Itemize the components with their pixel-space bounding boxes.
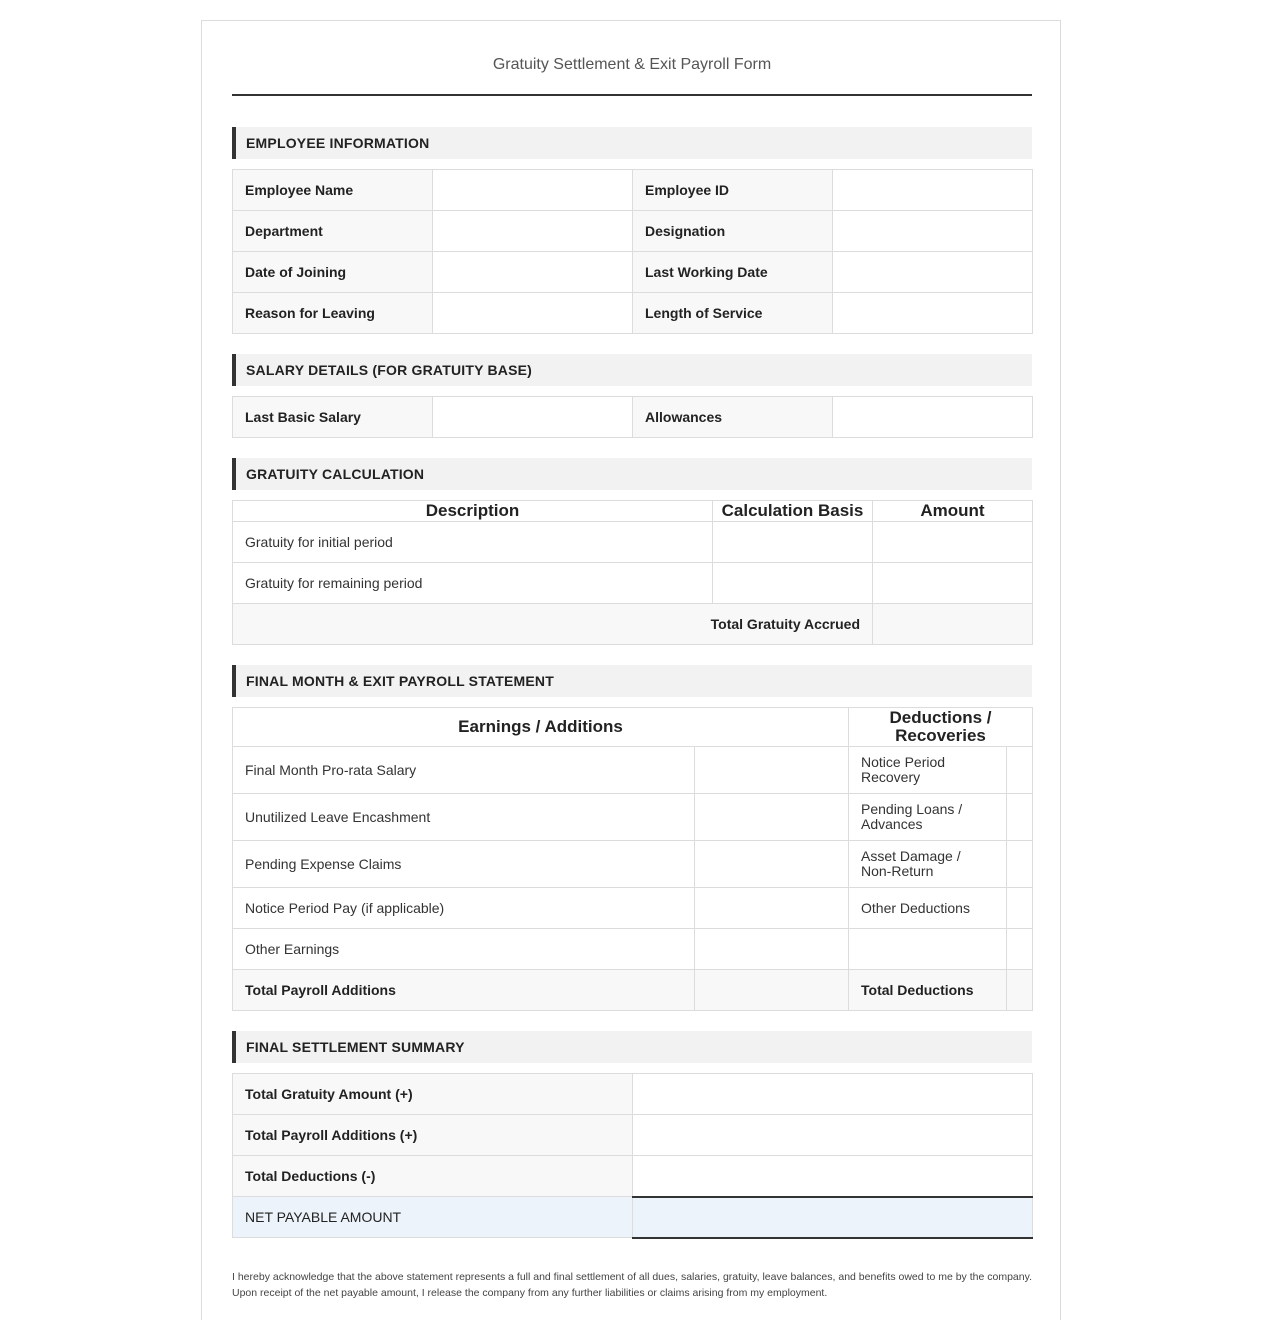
date-of-joining-field[interactable]: [433, 252, 633, 293]
section-gratuity-calculation: GRATUITY CALCULATION: [232, 458, 1032, 490]
table-row: [233, 522, 1033, 563]
total-payroll-additions-label: Total Payroll Additions: [233, 970, 695, 1011]
last-basic-salary-field[interactable]: [433, 397, 633, 438]
table-row: [233, 929, 1033, 970]
settlement-summary-table: [232, 1073, 1033, 1239]
gratuity-row-basis-field[interactable]: [713, 563, 873, 604]
deduction-amount-field[interactable]: [1007, 794, 1033, 841]
employee-id-field[interactable]: [833, 170, 1033, 211]
reason-for-leaving-field[interactable]: [433, 293, 633, 334]
employee-name-field[interactable]: [433, 170, 633, 211]
table-row: [233, 1074, 1033, 1115]
table-row: [233, 970, 1033, 1011]
total-deductions-field[interactable]: [1007, 970, 1033, 1011]
page-title: Gratuity Settlement & Exit Payroll Form: [492, 56, 772, 73]
last-working-date-label: Last Working Date: [633, 252, 833, 293]
earning-amount-field[interactable]: [695, 794, 849, 841]
total-payroll-additions-field[interactable]: [695, 970, 849, 1011]
table-row: [233, 1115, 1033, 1156]
length-of-service-label: Length of Service: [633, 293, 833, 334]
summary-payroll-additions-label: Total Payroll Additions (+): [233, 1115, 633, 1156]
gratuity-row-basis-field[interactable]: [713, 522, 873, 563]
table-row: [233, 888, 1033, 929]
deduction-label: Pending Loans / Advances: [849, 794, 1007, 841]
net-payable-row: [233, 1197, 1033, 1238]
table-row: [233, 841, 1033, 888]
table-header-row: [233, 708, 1033, 747]
table-row: [233, 794, 1033, 841]
table-row: [233, 211, 1033, 252]
designation-label: Designation: [633, 211, 833, 252]
deduction-label: Notice Period Recovery: [849, 747, 1007, 794]
deduction-amount-field[interactable]: [1007, 747, 1033, 794]
exit-payroll-table: [232, 707, 1033, 1011]
table-row: [233, 604, 1033, 645]
earning-label: Final Month Pro-rata Salary: [233, 747, 695, 794]
earning-amount-field[interactable]: [695, 747, 849, 794]
total-gratuity-accrued-label: Total Gratuity Accrued: [233, 604, 873, 645]
earning-label: Pending Expense Claims: [233, 841, 695, 888]
summary-payroll-additions-field[interactable]: [633, 1115, 1033, 1156]
deduction-amount-field[interactable]: [1007, 841, 1033, 888]
employee-name-label: Employee Name: [233, 170, 433, 211]
total-gratuity-amount-label: Total Gratuity Amount (+): [233, 1074, 633, 1115]
earning-amount-field[interactable]: [695, 841, 849, 888]
deductions-header: Deductions / Recoveries: [849, 708, 1033, 747]
gratuity-calculation-table: [232, 500, 1033, 645]
column-header-description: Description: [233, 501, 713, 522]
table-header-row: [233, 501, 1033, 522]
earning-label: Unutilized Leave Encashment: [233, 794, 695, 841]
section-final-settlement-summary: FINAL SETTLEMENT SUMMARY: [232, 1031, 1032, 1063]
length-of-service-field[interactable]: [833, 293, 1033, 334]
title-divider: [232, 94, 1032, 96]
deduction-amount-field[interactable]: [1007, 888, 1033, 929]
total-gratuity-amount-field[interactable]: [633, 1074, 1033, 1115]
table-row: [233, 170, 1033, 211]
earning-amount-field[interactable]: [695, 888, 849, 929]
section-exit-payroll-statement: FINAL MONTH & EXIT PAYROLL STATEMENT: [232, 665, 1032, 697]
date-of-joining-label: Date of Joining: [233, 252, 433, 293]
department-field[interactable]: [433, 211, 633, 252]
earning-label: Notice Period Pay (if applicable): [233, 888, 695, 929]
net-payable-amount-field[interactable]: [633, 1197, 1033, 1238]
employee-id-label: Employee ID: [633, 170, 833, 211]
gratuity-row-amount-field[interactable]: [873, 563, 1033, 604]
table-row: [233, 747, 1033, 794]
gratuity-row-description: Gratuity for remaining period: [233, 563, 713, 604]
table-row: [233, 252, 1033, 293]
allowances-label: Allowances: [633, 397, 833, 438]
summary-deductions-field[interactable]: [633, 1156, 1033, 1197]
total-deductions-label: Total Deductions: [849, 970, 1007, 1011]
form-page: [201, 20, 1061, 1320]
department-label: Department: [233, 211, 433, 252]
designation-field[interactable]: [833, 211, 1033, 252]
earnings-header: Earnings / Additions: [233, 708, 849, 747]
gratuity-row-amount-field[interactable]: [873, 522, 1033, 563]
deduction-label: [849, 929, 1007, 970]
deduction-amount-field[interactable]: [1007, 929, 1033, 970]
summary-deductions-label: Total Deductions (-): [233, 1156, 633, 1197]
earning-amount-field[interactable]: [695, 929, 849, 970]
earning-label: Other Earnings: [233, 929, 695, 970]
column-header-calculation-basis: Calculation Basis: [713, 501, 873, 522]
last-basic-salary-label: Last Basic Salary: [233, 397, 433, 438]
total-gratuity-accrued-field[interactable]: [873, 604, 1033, 645]
table-row: [233, 563, 1033, 604]
net-payable-amount-label: NET PAYABLE AMOUNT: [233, 1197, 633, 1238]
reason-for-leaving-label: Reason for Leaving: [233, 293, 433, 334]
acknowledgement-text: I hereby acknowledge that the above statement represents a full and final settlement of all dues, salaries, gratuity, leave balances, and benefits owed to me by the company. Upon receipt of the net payable amount, I release the company from any further liabilities or claims arising from my employment.: [232, 1271, 1032, 1299]
deduction-label: Asset Damage / Non-Return: [849, 841, 1007, 888]
employee-info-table: [232, 169, 1033, 334]
section-salary-details: SALARY DETAILS (FOR GRATUITY BASE): [232, 354, 1032, 386]
table-row: [233, 1156, 1033, 1197]
deduction-label: Other Deductions: [849, 888, 1007, 929]
column-header-amount: Amount: [873, 501, 1033, 522]
table-row: [233, 293, 1033, 334]
allowances-field[interactable]: [833, 397, 1033, 438]
table-row: [233, 397, 1033, 438]
salary-details-table: [232, 396, 1033, 438]
gratuity-row-description: Gratuity for initial period: [233, 522, 713, 563]
section-employee-information: EMPLOYEE INFORMATION: [232, 127, 1032, 159]
last-working-date-field[interactable]: [833, 252, 1033, 293]
